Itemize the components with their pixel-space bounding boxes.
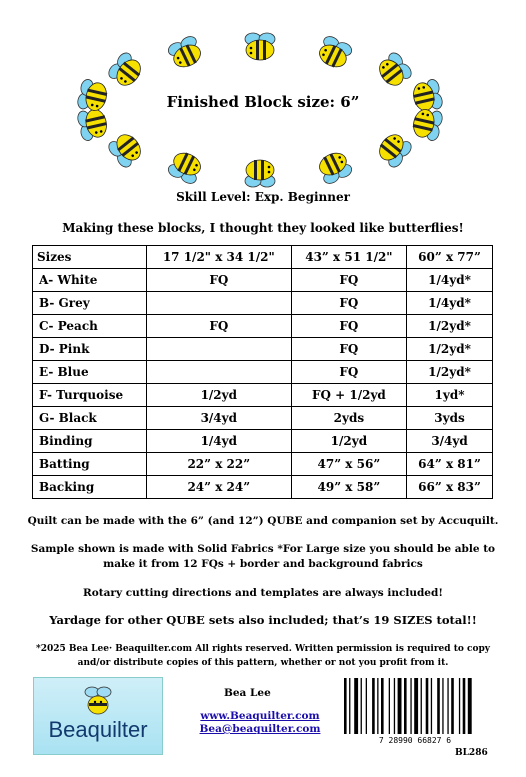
yardage-cell: 1/4yd [146, 430, 291, 453]
yardage-cell [146, 361, 291, 384]
barcode-bar [451, 678, 454, 734]
barcode-bar [437, 678, 440, 734]
bee-icon [166, 34, 205, 71]
yardage-cell: 24” x 24” [146, 476, 291, 499]
yardage-cell: 1/2yd* [407, 361, 493, 384]
row-label: Batting [33, 453, 147, 476]
yardage-cell: 64” x 81” [407, 453, 493, 476]
yardage-cell: 3/4yd [146, 407, 291, 430]
yardage-cell: 1/2yd* [407, 315, 493, 338]
row-label: B- Grey [33, 292, 147, 315]
email-link[interactable]: Bea@beaquilter.com [199, 723, 321, 735]
header-sizes: Sizes [33, 246, 147, 269]
logo-text: Beaquilter [48, 717, 148, 742]
yardage-cell: 22” x 22” [146, 453, 291, 476]
barcode [340, 676, 490, 746]
yardage-cell: FQ [291, 315, 406, 338]
copyright-notice [30, 642, 496, 670]
copyright-line-2: and/or distribute copies of this pattern, whether or not you profit from it. [77, 658, 449, 668]
yardage-cell: 2yds [291, 407, 406, 430]
barcode-bar [442, 678, 443, 734]
yardage-cell: FQ [291, 361, 406, 384]
row-label: Binding [33, 430, 147, 453]
yardage-cell [146, 292, 291, 315]
header-large: 60” x 77” [407, 246, 493, 269]
barcode-bar [459, 678, 460, 734]
logo-bee-icon [34, 678, 162, 718]
yardage-cell: 1/4yd* [407, 269, 493, 292]
qube-note: Quilt can be made with the 6” (and 12”) QUBE and companion set by Accuquilt. [27, 515, 499, 527]
yardage-cell: 1yd* [407, 384, 493, 407]
table-row [33, 292, 493, 315]
bee-icon [106, 129, 146, 169]
table-header-row [33, 246, 493, 269]
barcode-bar [377, 678, 378, 734]
table-row [33, 476, 493, 499]
yardage-cell: 1/4yd* [407, 292, 493, 315]
header-small: 17 1/2" x 34 1/2" [146, 246, 291, 269]
barcode-bar [410, 678, 411, 734]
bee-icon [374, 50, 414, 90]
barcode-bar [426, 678, 429, 734]
beaquilter-logo [33, 677, 163, 755]
barcode-bar [381, 678, 384, 734]
barcode-bar [468, 678, 472, 734]
bee-icon [245, 160, 275, 187]
yardage-note: Yardage for other QUBE sets also included; that’s 19 SIZES total!! [49, 613, 477, 627]
barcode-bar [366, 678, 367, 734]
row-label: Backing [33, 476, 147, 499]
barcode-bar [463, 678, 466, 734]
barcode-bar [398, 678, 402, 734]
barcode-bar [372, 678, 375, 734]
yardage-cell: 3yds [407, 407, 493, 430]
yardage-cell: 1/2yd [291, 430, 406, 453]
bee-icon [166, 149, 205, 186]
yardage-cell: 49” x 58” [291, 476, 406, 499]
table-row [33, 384, 493, 407]
rotary-note: Rotary cutting directions and templates are always included! [83, 587, 443, 599]
intro-text: Making these blocks, I thought they looked like butterflies! [62, 221, 464, 235]
table-row [33, 430, 493, 453]
row-label: A- White [33, 269, 147, 292]
row-label: C- Peach [33, 315, 147, 338]
yardage-cell: 1/2yd* [407, 338, 493, 361]
barcode-bar [361, 678, 362, 734]
block-size-title: Finished Block size: 6” [166, 93, 360, 111]
barcode-bar [421, 678, 422, 734]
sample-note-line-1: Sample shown is made with Solid Fabrics *For Large size you should be able to [30, 543, 496, 555]
barcode-bar [447, 678, 448, 734]
barcode-number: 7 28990 66827 6 [378, 736, 452, 745]
sample-note-line-2: make it from 12 FQs + border and background fabrics [103, 558, 423, 570]
yardage-cell: FQ [146, 269, 291, 292]
row-label: D- Pink [33, 338, 147, 361]
bee-icon [106, 50, 146, 90]
bee-icon [315, 149, 354, 186]
author-name: Bea Lee [224, 687, 271, 699]
barcode-bar [354, 678, 358, 734]
sample-note [0, 542, 526, 572]
yardage-cell: 47” x 56” [291, 453, 406, 476]
bee-icon [315, 34, 354, 71]
yardage-cell: FQ [291, 269, 406, 292]
header-medium: 43” x 51 1/2" [291, 246, 406, 269]
barcode-bar [349, 678, 350, 734]
table-row [33, 407, 493, 430]
row-label: E- Blue [33, 361, 147, 384]
table-row [33, 315, 493, 338]
barcode-bar [394, 678, 395, 734]
pattern-code: BL286 [455, 748, 488, 758]
row-label: F- Turquoise [33, 384, 147, 407]
table-row [33, 338, 493, 361]
yardage-cell: 66” x 83” [407, 476, 493, 499]
copyright-line-1: *2025 Bea Lee· Beaquilter.com All rights reserved. Written permission is required to copy [35, 644, 491, 654]
bee-icon [76, 107, 109, 142]
yardage-cell [146, 338, 291, 361]
website-link[interactable]: www.Beaquilter.com [200, 710, 320, 722]
yardage-cell: FQ [291, 338, 406, 361]
barcode-bar [389, 678, 390, 734]
yardage-cell: FQ [146, 315, 291, 338]
yardage-cell: FQ + 1/2yd [291, 384, 406, 407]
bee-icon [374, 129, 414, 169]
yardage-cell: 1/2yd [146, 384, 291, 407]
skill-level: Skill Level: Exp. Beginner [176, 190, 350, 204]
table-row [33, 361, 493, 384]
yardage-cell: FQ [291, 292, 406, 315]
barcode-bar [414, 678, 418, 734]
row-label: G- Black [33, 407, 147, 430]
barcode-bar [404, 678, 407, 734]
bee-icon [411, 107, 444, 142]
yardage-cell: 3/4yd [407, 430, 493, 453]
barcode-bar [344, 678, 347, 734]
table-row [33, 269, 493, 292]
yardage-table [32, 245, 493, 499]
barcode-bar [431, 678, 432, 734]
table-row [33, 453, 493, 476]
bee-icon [245, 33, 275, 60]
